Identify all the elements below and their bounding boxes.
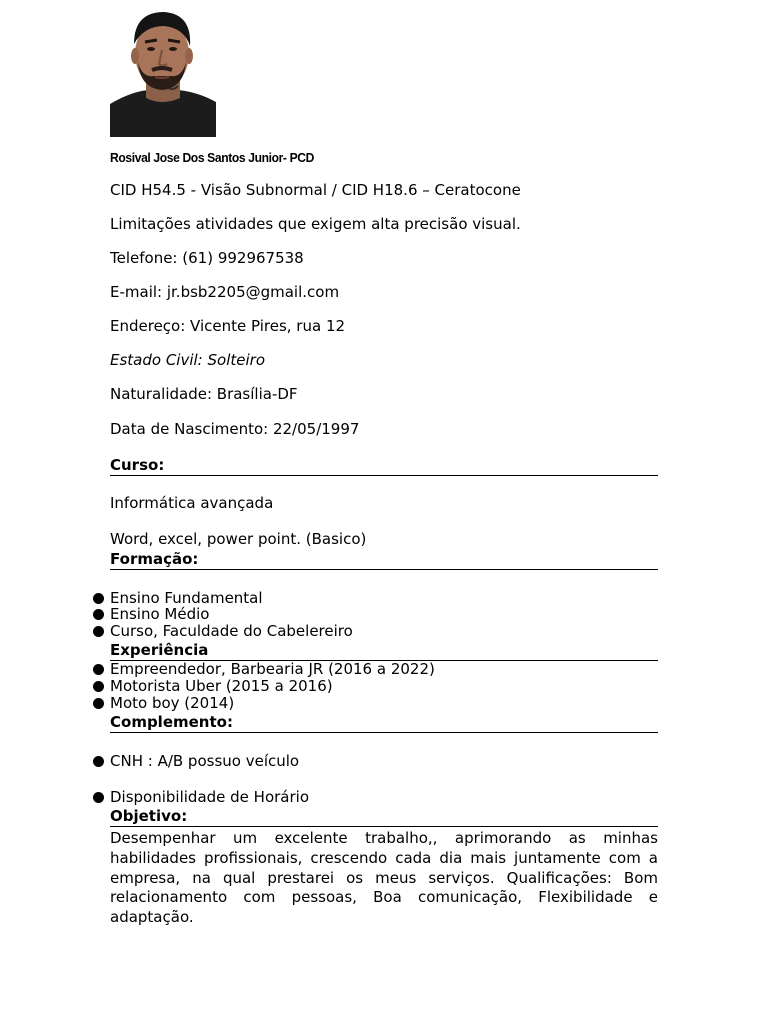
bullet-icon	[93, 681, 104, 692]
profile-photo-image	[110, 6, 216, 137]
civil-status-info: Estado Civil: Solteiro	[110, 351, 265, 369]
bullet-icon	[93, 792, 104, 803]
bullet-icon	[93, 609, 104, 620]
experiencia-item: Empreendedor, Barbearia JR (2016 a 2022)	[93, 661, 435, 678]
complemento-heading: Complemento:	[110, 714, 658, 733]
curso-item: Informática avançada	[110, 494, 274, 512]
experiencia-heading: Experiência	[110, 642, 658, 661]
birthplace-info: Naturalidade: Brasília-DF	[110, 385, 298, 403]
experiencia-item: Moto boy (2014)	[93, 695, 234, 712]
phone-info: Telefone: (61) 992967538	[110, 249, 304, 267]
experiencia-item: Motorista Uber (2015 a 2016)	[93, 678, 333, 695]
complemento-item: Disponibilidade de Horário	[93, 789, 309, 806]
profile-photo	[110, 6, 216, 137]
formacao-item: Ensino Médio	[93, 606, 209, 623]
bullet-icon	[93, 698, 104, 709]
bullet-icon	[93, 593, 104, 604]
address-info: Endereço: Vicente Pires, rua 12	[110, 317, 346, 335]
formacao-item: Curso, Faculdade do Cabelereiro	[93, 623, 353, 640]
formacao-heading: Formação:	[110, 551, 658, 570]
candidate-name: Rosival Jose Dos Santos Junior- PCD	[110, 150, 314, 165]
objetivo-heading: Objetivo:	[110, 808, 658, 827]
complemento-item: CNH : A/B possuo veículo	[93, 753, 299, 770]
curso-item: Word, excel, power point. (Basico)	[110, 530, 367, 548]
formacao-item: Ensino Fundamental	[93, 590, 263, 607]
bullet-icon	[93, 664, 104, 675]
cid-info: CID H54.5 - Visão Subnormal / CID H18.6 – Ceratocone	[110, 181, 521, 199]
email-info: E-mail: jr.bsb2205@gmail.com	[110, 283, 340, 301]
bullet-icon	[93, 756, 104, 767]
curso-heading: Curso:	[110, 457, 658, 476]
bullet-icon	[93, 626, 104, 637]
objetivo-text: Desempenhar um excelente trabalho,, aprimorando as minhas habilidades profissionais, crescendo cada dia mais juntamente com a empresa, na qual prestarei os meus serviços. Qualificações: Bom relacionamento com pessoas, Boa comunicação, Flexibilidade e adaptação.	[110, 829, 658, 927]
birthdate-info: Data de Nascimento: 22/05/1997	[110, 420, 360, 438]
limitations-info: Limitações atividades que exigem alta precisão visual.	[110, 215, 521, 233]
